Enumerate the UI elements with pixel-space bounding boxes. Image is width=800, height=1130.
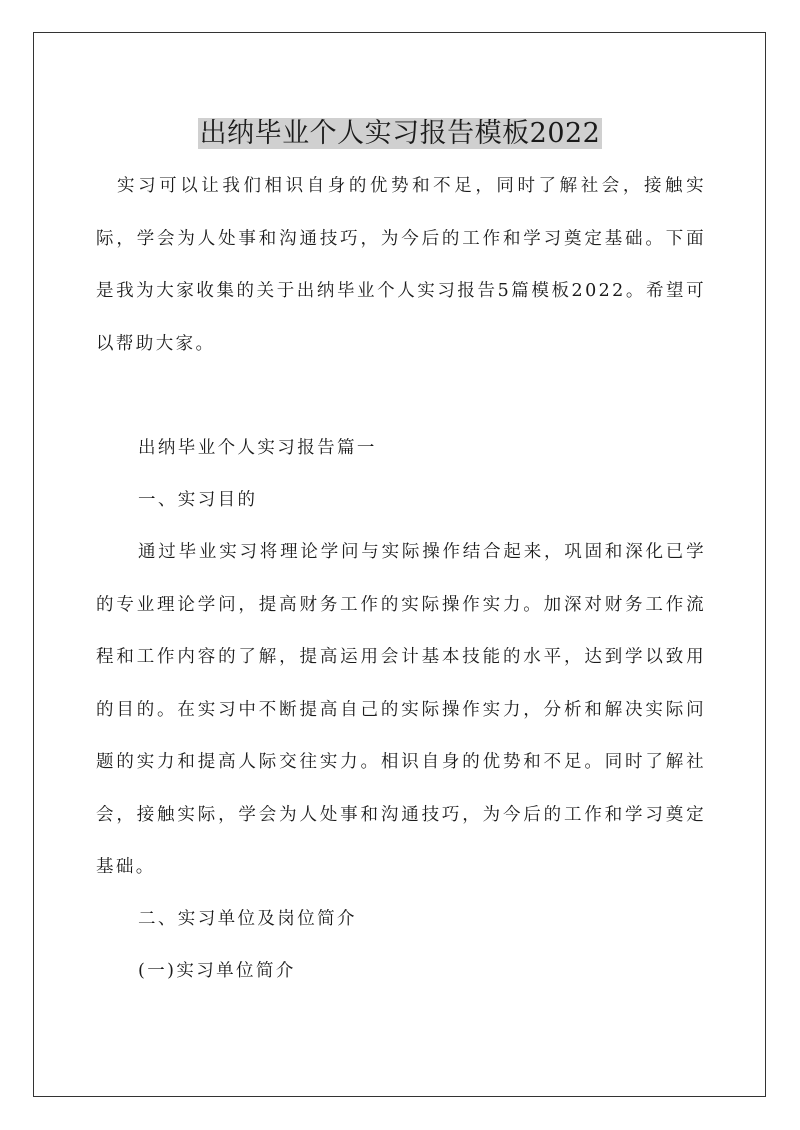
intro-paragraph: 实习可以让我们相识自身的优势和不足，同时了解社会，接触实际，学会为人处事和沟通技巧，为今后的工作和学习奠定基础。下面是我为大家收集的关于出纳毕业个人实习报告5篇模板2022。希望可以帮助大家。 [96,176,706,354]
heading-purpose: 一、实习目的 [138,490,258,510]
document-title-text: 出纳毕业个人实习报告模板2022 [199,118,601,150]
purpose-paragraph: 通过毕业实习将理论学问与实际操作结合起来，巩固和深化已学的专业理论学问，提高财务工作的实际操作实力。加深对财务工作流程和工作内容的了解，提高运用会计基本技能的水平，达到学以致用的目的。在实习中不断提高自己的实际操作实力，分析和解决实际问题的实力和提高人际交往实力。相识自身的优势和不足。同时了解社会，接触实际，学会为人处事和沟通技巧，为今后的工作和学习奠定基础。 [96,542,706,877]
subheading-unit-intro: (一)实习单位简介 [138,961,296,981]
heading-unit-intro: 二、实习单位及岗位简介 [138,909,357,929]
section-title: 出纳毕业个人实习报告篇一 [138,438,377,458]
document-title [0,114,800,154]
